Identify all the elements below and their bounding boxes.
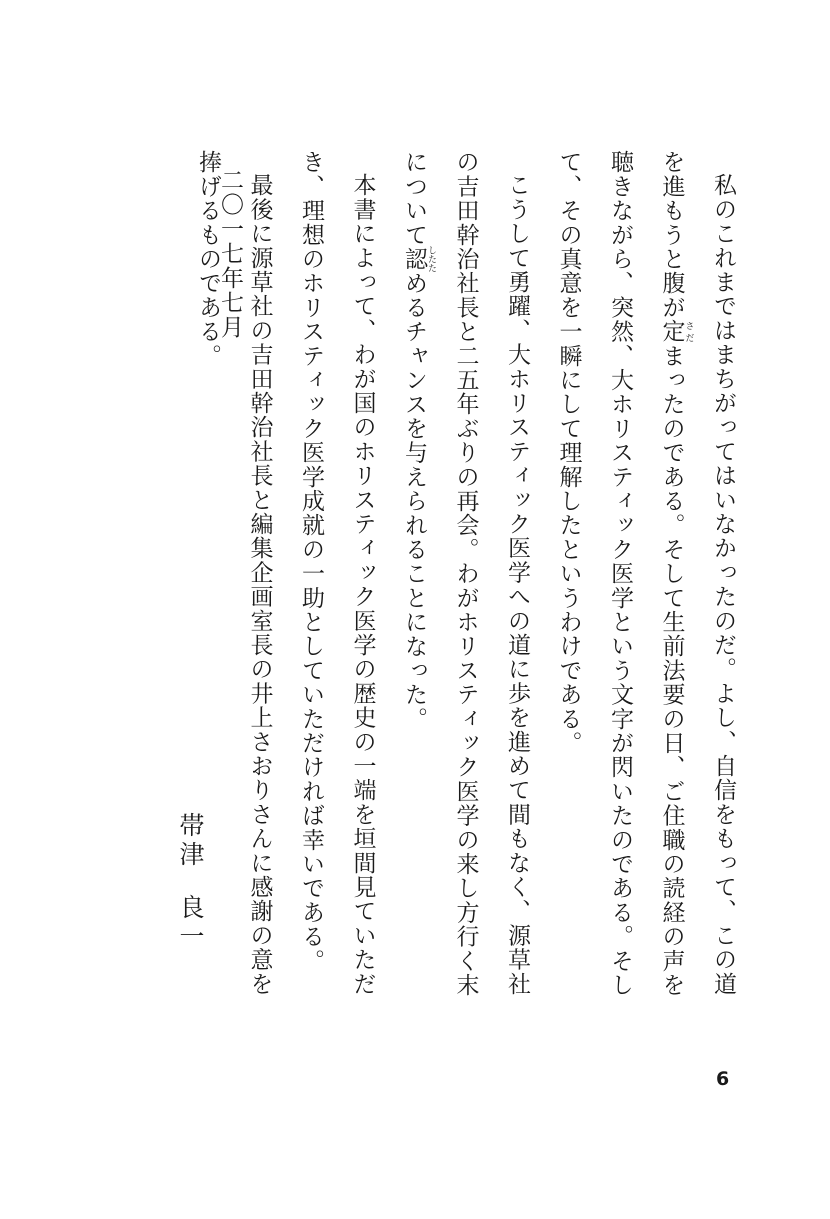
body-text-run: 私のこれまではまちがってはいなかったのだ。よし、自信をもって、この道を進もうと腹が bbox=[658, 150, 736, 996]
date-line: 二〇一七年七月 bbox=[217, 168, 243, 340]
author-family-name: 帯津 bbox=[176, 812, 205, 870]
body-text-run: こうして勇躍、大ホリスティック医学への道に歩を進めて間もなく、源草社の吉田幹治社長と二五年ぶりの再会。わがホリスティック医学の来し方行く末について bbox=[401, 150, 530, 997]
body-text-run: 最後に源草社の吉田幹治社長と編集企画室長の井上さおりさんに感謝の意を捧げるものである。 bbox=[195, 150, 273, 996]
ruby-gloss bbox=[658, 319, 694, 344]
body-text-run: 本書によって、わが国のホリスティック医学の歴史の一端を垣間見ていただき、理想のホリスティック医学成就の一助としていただければ幸いである。 bbox=[298, 150, 376, 996]
ruby-base-text: 定 bbox=[658, 319, 685, 344]
ruby-base-text: 認 bbox=[401, 245, 427, 273]
body-paragraph bbox=[542, 150, 748, 1010]
ruby-gloss bbox=[401, 245, 436, 273]
author-given-name: 良一 bbox=[176, 894, 205, 952]
body-paragraph bbox=[285, 150, 388, 1010]
page-number: 6 bbox=[716, 1068, 730, 1090]
ruby-reading: さだ bbox=[683, 319, 694, 344]
afterword-body-text bbox=[182, 150, 749, 1010]
ruby-reading: したた bbox=[426, 245, 436, 273]
body-text-run: まったのである。そして生前法要の日、ご住職の読経の声を聴きながら、突然、大ホリスティック医学という文字が閃いたのである。そして、その真意を一瞬にして理解したというわけである。 bbox=[555, 150, 685, 998]
body-paragraph bbox=[388, 150, 543, 1010]
author-signature bbox=[175, 812, 205, 952]
body-text-run: めるチャンスを与えられることになった。 bbox=[401, 271, 427, 731]
